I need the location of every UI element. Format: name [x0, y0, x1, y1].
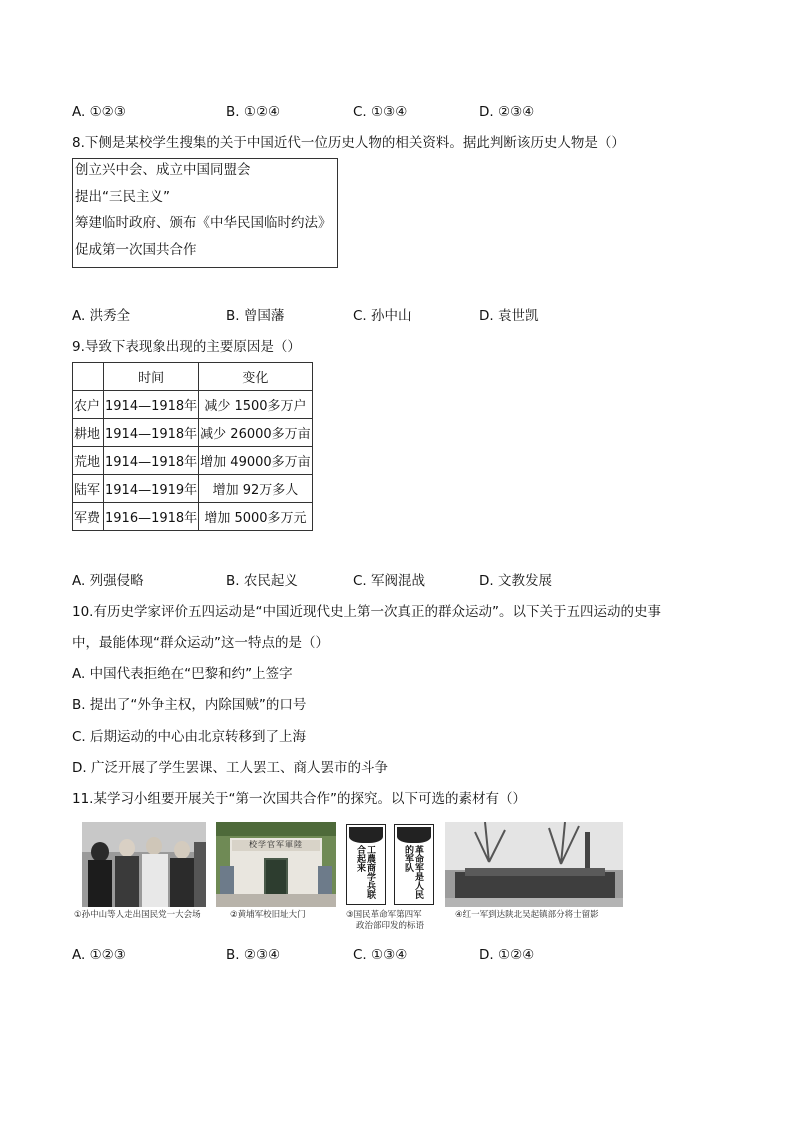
table-cell: 1914—1918年 — [104, 447, 199, 475]
table-header-row — [73, 363, 313, 391]
photo-caption-3-line-2: 政治部印发的标语 — [356, 921, 425, 931]
q7-option-c[interactable]: C. ①③④ — [353, 104, 408, 120]
q7-option-a[interactable]: A. ①②③ — [72, 104, 126, 120]
table-row — [73, 447, 313, 475]
table-cell: 1914—1918年 — [104, 419, 199, 447]
photo-caption-4: ④红一军到达陕北吴起镇部分将士留影 — [455, 910, 599, 920]
photo-caption-2: ②黄埔军校旧址大门 — [230, 910, 306, 920]
photo-caption-1: ①孙中山等人走出国民党一大会场 — [74, 910, 201, 920]
q10-option-b[interactable]: B. 提出了“外争主权，内除国贼”的口号 — [72, 697, 307, 713]
q8-info-box — [72, 158, 338, 268]
q11-option-d[interactable]: D. ①②④ — [479, 947, 535, 963]
q11-option-b[interactable]: B. ②③④ — [226, 947, 281, 963]
q9-option-c[interactable]: C. 军阀混战 — [353, 573, 426, 589]
q10-stem-line-1: 10.有历史学家评价五四运动是“中国近现代史上第一次真正的群众运动”。以下关于五四运动的史事 — [72, 604, 661, 620]
table-cell: 军费 — [73, 503, 104, 531]
q8-option-a[interactable]: A. 洪秀全 — [72, 308, 131, 324]
q10-option-d[interactable]: D. 广泛开展了学生罢课、工人罢工、商人罢市的斗争 — [72, 760, 388, 776]
photo-red-army-group — [445, 822, 623, 907]
q11-option-c[interactable]: C. ①③④ — [353, 947, 408, 963]
q8-option-d[interactable]: D. 袁世凯 — [479, 308, 539, 324]
banner-right-text: 革命军是人民的军队 — [403, 845, 423, 899]
table-cell: 减少 1500多万户 — [199, 391, 313, 419]
q7-option-b[interactable]: B. ①②④ — [226, 104, 281, 120]
q8-box-line-4: 促成第一次国共合作 — [75, 242, 197, 258]
table-header-cell — [73, 363, 104, 391]
photo-caption-3-line-1: ③国民革命军第四军 — [346, 910, 422, 920]
table-header-cell: 时间 — [104, 363, 199, 391]
table-cell: 减少 26000多万亩 — [199, 419, 313, 447]
q9-option-a[interactable]: A. 列强侵略 — [72, 573, 144, 589]
slogan-banner-right — [394, 824, 434, 905]
table-header-cell: 变化 — [199, 363, 313, 391]
slogan-banner-left — [346, 824, 386, 905]
table-row — [73, 391, 313, 419]
table-cell: 增加 5000多万元 — [199, 503, 313, 531]
whampoa-sign-text: 校学官军軍陸 — [249, 840, 303, 849]
table-cell: 1914—1918年 — [104, 391, 199, 419]
table-row — [73, 503, 313, 531]
photo-whampoa-gate — [216, 822, 336, 907]
q8-stem: 8.下侧是某校学生搜集的关于中国近代一位历史人物的相关资料。据此判断该历史人物是（） — [72, 135, 625, 151]
q9-option-b[interactable]: B. 农民起义 — [226, 573, 298, 589]
q11-option-a[interactable]: A. ①②③ — [72, 947, 126, 963]
table-cell: 荒地 — [73, 447, 104, 475]
table-cell: 1916—1918年 — [104, 503, 199, 531]
table-cell: 耕地 — [73, 419, 104, 447]
table-cell: 农户 — [73, 391, 104, 419]
table-cell: 陆军 — [73, 475, 104, 503]
q8-option-c[interactable]: C. 孙中山 — [353, 308, 412, 324]
banner-seal-icon — [397, 827, 431, 843]
q10-stem-line-2: 中，最能体现“群众运动”这一特点的是（） — [72, 635, 329, 651]
q9-stem: 9.导致下表现象出现的主要原因是（） — [72, 339, 301, 355]
q8-box-line-1: 创立兴中会、成立中国同盟会 — [75, 162, 251, 178]
banner-seal-icon — [349, 827, 383, 843]
q8-box-line-2: 提出“三民主义” — [75, 189, 170, 205]
q10-option-c[interactable]: C. 后期运动的中心由北京转移到了上海 — [72, 729, 307, 745]
q9-option-d[interactable]: D. 文教发展 — [479, 573, 552, 589]
table-row — [73, 475, 313, 503]
q10-option-a[interactable]: A. 中国代表拒绝在“巴黎和约”上签字 — [72, 666, 293, 682]
q7-option-d[interactable]: D. ②③④ — [479, 104, 535, 120]
table-cell: 1914—1919年 — [104, 475, 199, 503]
table-row — [73, 419, 313, 447]
q8-option-b[interactable]: B. 曾国藩 — [226, 308, 285, 324]
photo-slogan-banners — [344, 822, 436, 907]
table-cell: 增加 92万多人 — [199, 475, 313, 503]
table-cell: 增加 49000多万亩 — [199, 447, 313, 475]
photo-sun-yatsen-congress — [82, 822, 206, 907]
q11-stem: 11.某学习小组要开展关于“第一次国共合作”的探究。以下可选的素材有（） — [72, 791, 526, 807]
q8-box-line-3: 筹建临时政府、颁布《中华民国临时约法》 — [75, 215, 332, 231]
q9-table — [72, 362, 313, 531]
banner-left-text: 工農商学兵联合起来 — [355, 845, 375, 899]
